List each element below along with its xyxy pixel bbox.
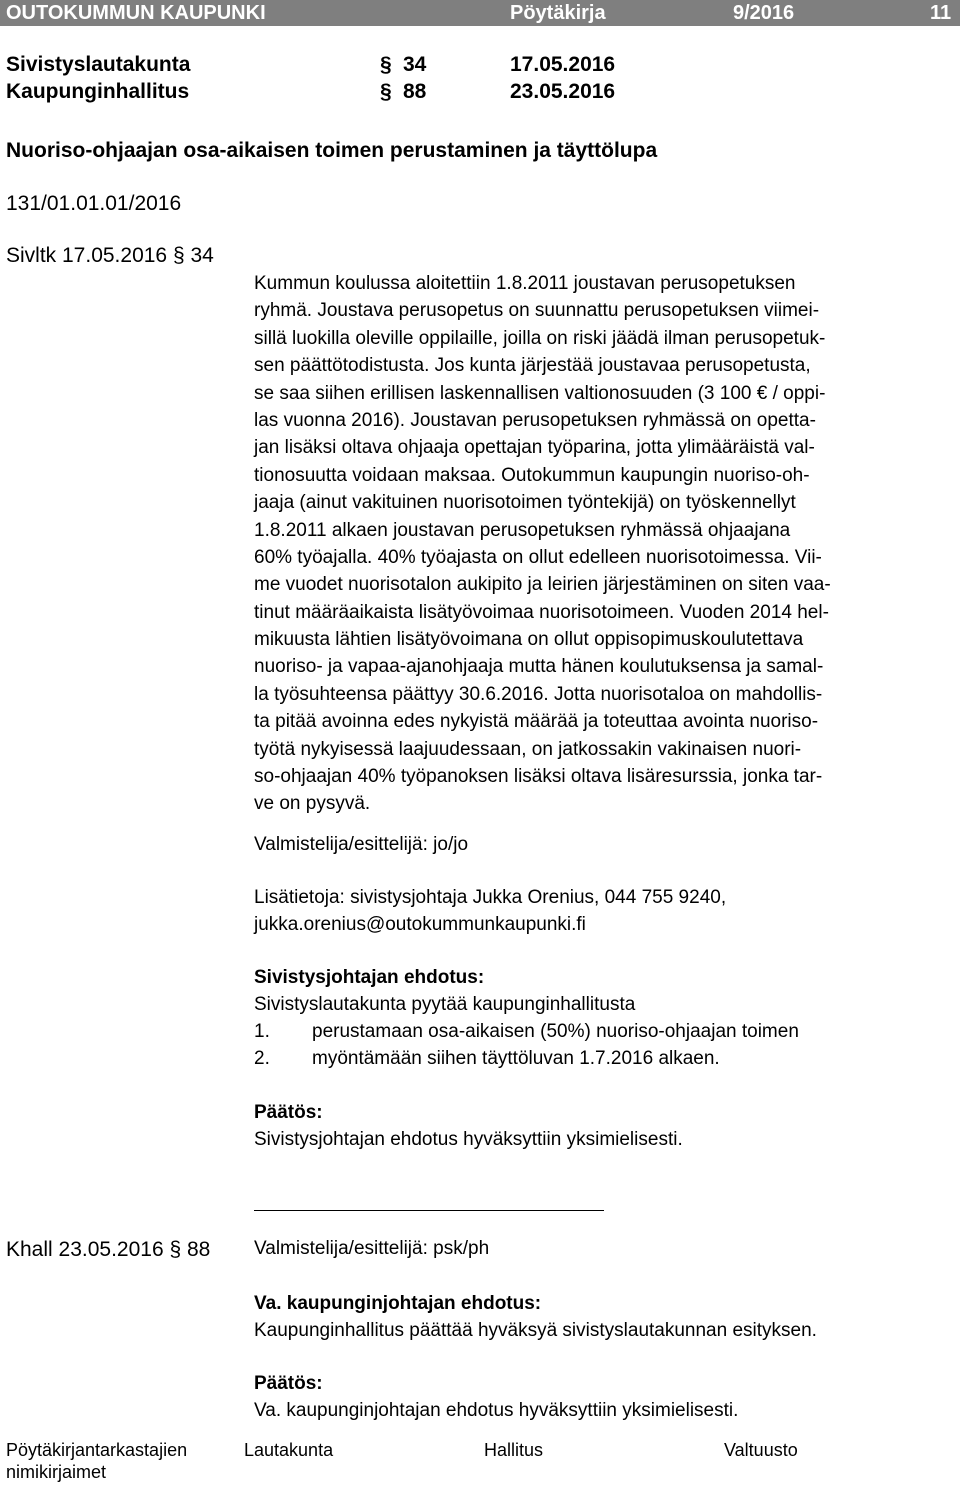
section2-decision-heading: Päätös: — [254, 1373, 323, 1394]
doc-number: 9/2016 — [733, 2, 795, 24]
proposal-intro: Sivistyslautakunta pyytää kaupunginhallitusta — [254, 994, 636, 1015]
section2-proposal-text: Kaupunginhallitus päättää hyväksyä sivistyslautakunnan esityksen. — [254, 1320, 817, 1341]
header-bar — [0, 0, 960, 26]
footer-signers-line2: nimikirjaimet — [6, 1462, 107, 1482]
body-name-2: Kaupunginhallitus — [6, 80, 190, 103]
decision-text: Sivistysjohtajan ehdotus hyväksyttiin yksimielisesti. — [254, 1129, 683, 1150]
section2-proposal-heading: Va. kaupunginjohtajan ehdotus: — [254, 1293, 542, 1314]
section2-decision-text: Va. kaupunginjohtajan ehdotus hyväksyttiin yksimielisesti. — [254, 1400, 739, 1421]
body-line: tionosuutta voidaan maksaa. Outokummun kaupungin nuoriso-oh- — [254, 464, 810, 486]
meeting-date-1: 17.05.2016 — [510, 53, 616, 76]
doc-type: Pöytäkirja — [510, 2, 606, 24]
diary-number: 131/01.01.01/2016 — [6, 192, 182, 215]
section1-body — [254, 270, 954, 818]
body-line: mikuusta lähtien lisätyövoimana on ollut oppisopimuskoulutettava — [254, 629, 804, 651]
section2-ref: Khall 23.05.2016 § 88 — [6, 1238, 211, 1261]
body-line: so-ohjaajan 40% työpanoksen lisäksi oltava lisäresurssia, jonka tar- — [254, 766, 823, 788]
footer-government: Hallitus — [484, 1440, 544, 1460]
footer-council: Valtuusto — [724, 1440, 798, 1460]
body-line: nuoriso- ja vapaa-ajanohjaaja mutta hänen koulutuksensa ja samal- — [254, 656, 824, 678]
body-line: työtä nykyisessä laajuudessaan, on jatkossakin vakinaisen nuori- — [254, 738, 802, 760]
body-line: ve on pysyvä. — [254, 793, 371, 815]
body-line: sillä luokilla oleville oppilaille, joilla on riski jäädä ilman perusopetuk- — [254, 327, 826, 349]
body-line: 60% työajalla. 40% työajasta on ollut edelleen nuorisotoimessa. Vii- — [254, 546, 822, 568]
section1-ref: Sivltk 17.05.2016 § 34 — [6, 244, 214, 267]
proposal-item-number: 2. — [254, 1048, 270, 1069]
page-number: 11 — [930, 2, 952, 24]
body-line: tinut määräaikaista lisätyövoimaa nuorisotoimeen. Vuoden 2014 hel- — [254, 601, 829, 623]
section-symbol-1: § — [380, 53, 392, 76]
section-divider — [254, 1210, 604, 1211]
info-email[interactable]: jukka.orenius@outokummunkaupunki.fi — [254, 914, 586, 935]
section2-preparer: Valmistelija/esittelijä: psk/ph — [254, 1238, 490, 1259]
body-line: ryhmä. Joustava perusopetus on suunnattu perusopetuksen viimei- — [254, 300, 820, 322]
agenda-title: Nuoriso-ohjaajan osa-aikaisen toimen perustaminen ja täyttölupa — [6, 139, 658, 162]
body-line: la työsuhteensa päättyy 30.6.2016. Jotta nuorisotaloa on mahdollis- — [254, 683, 823, 705]
body-line: me vuodet nuorisotalon aukipito ja leirien järjestäminen on siten vaa- — [254, 574, 831, 596]
body-line: Kummun koulussa aloitettiin 1.8.2011 joustavan perusopetuksen — [254, 273, 796, 294]
proposal-item-number: 1. — [254, 1021, 270, 1042]
meeting-date-2: 23.05.2016 — [510, 80, 616, 103]
body-line: ta pitää avoinna edes nykyistä määrää ja toteuttaa avointa nuoriso- — [254, 711, 819, 733]
proposal-item-text: perustamaan osa-aikaisen (50%) nuoriso-ohjaajan toimen — [312, 1021, 799, 1042]
body-line: jan lisäksi oltava ohjaaja opettajan työparina, jotta ylimääräistä val- — [254, 437, 815, 459]
proposal-heading: Sivistysjohtajan ehdotus: — [254, 967, 485, 988]
body-line: las vuonna 2016). Joustavan perusopetuksen ryhmässä on opetta- — [254, 409, 816, 431]
section-number-2: 88 — [403, 80, 427, 103]
org-name: OUTOKUMMUN KAUPUNKI — [6, 2, 266, 24]
section-symbol-2: § — [380, 80, 392, 103]
decision-heading: Päätös: — [254, 1102, 323, 1123]
section1-preparer: Valmistelija/esittelijä: jo/jo — [254, 834, 469, 855]
body-line: se saa siihen erillisen laskennallisen valtionosuuden (3 100 € / oppi- — [254, 382, 826, 404]
footer-board: Lautakunta — [244, 1440, 334, 1460]
body-line: sen päättötodistusta. Jos kunta järjestää joustavaa perusopetusta, — [254, 355, 811, 377]
body-line: 1.8.2011 alkaen joustavan perusopetuksen ryhmässä ohjaajana — [254, 519, 791, 541]
body-name-1: Sivistyslautakunta — [6, 53, 191, 76]
section-number-1: 34 — [403, 53, 427, 76]
body-line: jaaja (ainut vakituinen nuorisotoimen työntekijä) on työskennellyt — [254, 492, 796, 514]
footer-signers-line1: Pöytäkirjantarkastajien — [6, 1440, 188, 1460]
info-contact: Lisätietoja: sivistysjohtaja Jukka Orenius, 044 755 9240, — [254, 887, 727, 908]
footer-signers — [6, 1439, 236, 1483]
proposal-item-text: myöntämään siihen täyttöluvan 1.7.2016 alkaen. — [312, 1048, 720, 1069]
